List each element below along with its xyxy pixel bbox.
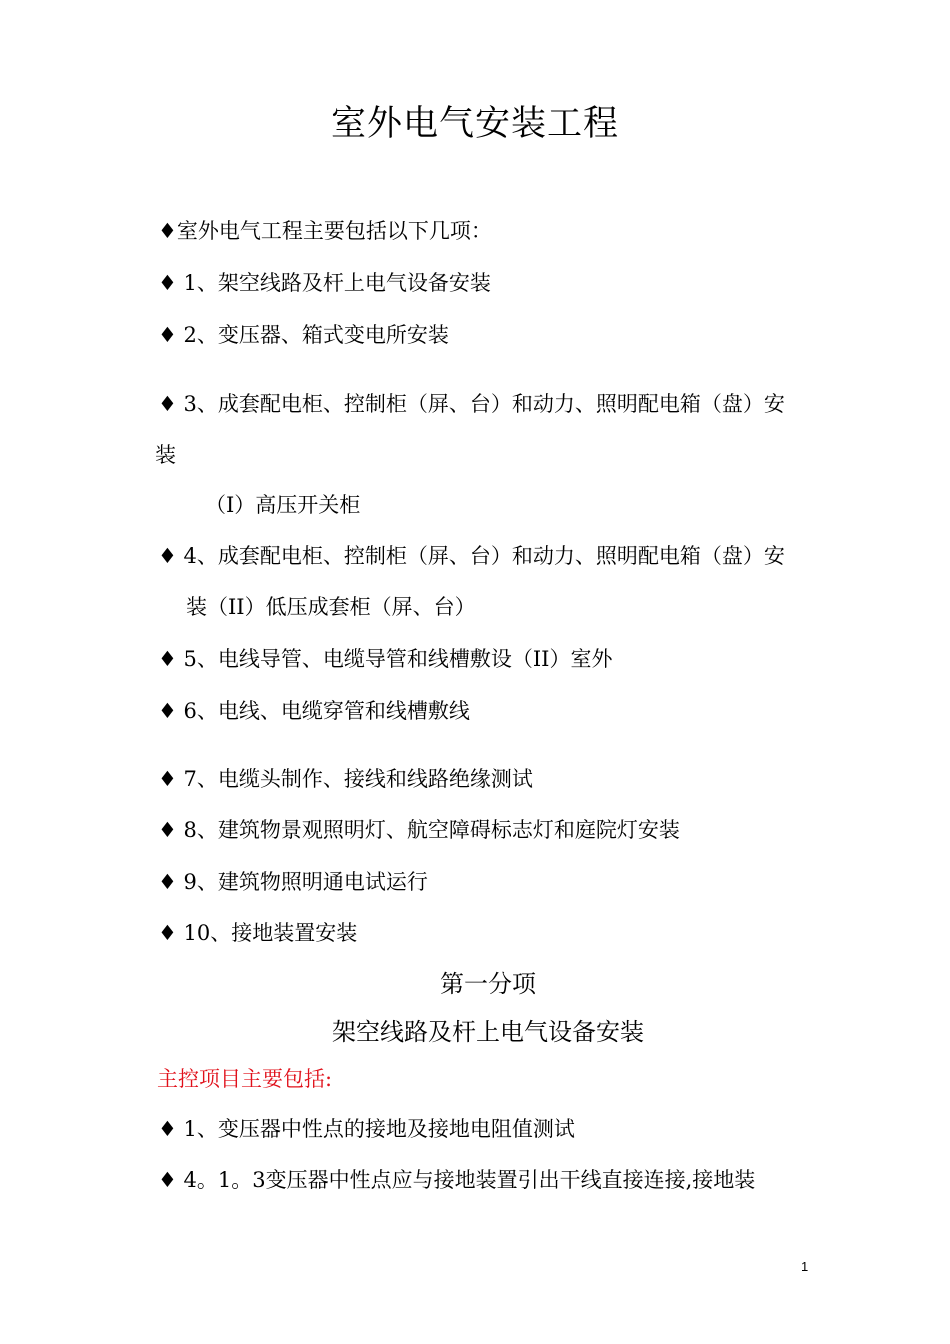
list-item: ♦ 9、建筑物照明通电试运行 <box>158 870 428 894</box>
main-control-label: 主控项目主要包括: <box>157 1067 333 1091</box>
list-item-continuation: 装 <box>155 443 176 467</box>
section-heading: 第一分项 <box>440 970 536 998</box>
section-list-item: ♦ 4。1。3变压器中性点应与接地装置引出干线直接连接,接地装 <box>158 1168 756 1192</box>
list-item: ♦ 2、变压器、箱式变电所安装 <box>158 323 449 347</box>
list-item: ♦ 1、架空线路及杆上电气设备安装 <box>158 271 491 295</box>
list-item: ♦ 5、电线导管、电缆导管和线槽敷设（II）室外 <box>158 647 613 671</box>
list-item: ♦ 6、电线、电缆穿管和线槽敷线 <box>158 699 470 723</box>
list-item-continuation: 装（II）低压成套柜（屏、台） <box>186 595 476 619</box>
intro-text: ♦室外电气工程主要包括以下几项： <box>158 219 492 243</box>
document-title: 室外电气安装工程 <box>330 104 619 144</box>
list-item: ♦ 7、电缆头制作、接线和线路绝缘测试 <box>158 767 533 791</box>
list-item: ♦ 10、接地装置安装 <box>158 921 358 945</box>
list-subitem: （I）高压开关柜 <box>205 493 361 517</box>
list-item: ♦ 8、建筑物景观照明灯、航空障碍标志灯和庭院灯安装 <box>158 818 680 842</box>
section-subheading: 架空线路及杆上电气设备安装 <box>332 1018 644 1046</box>
list-item: ♦ 4、成套配电柜、控制柜（屏、台）和动力、照明配电箱（盘）安 <box>158 544 785 568</box>
section-list-item: ♦ 1、变压器中性点的接地及接地电阻值测试 <box>158 1117 575 1141</box>
page-number: 1 <box>801 1259 809 1274</box>
list-item: ♦ 3、成套配电柜、控制柜（屏、台）和动力、照明配电箱（盘）安 <box>158 392 785 416</box>
